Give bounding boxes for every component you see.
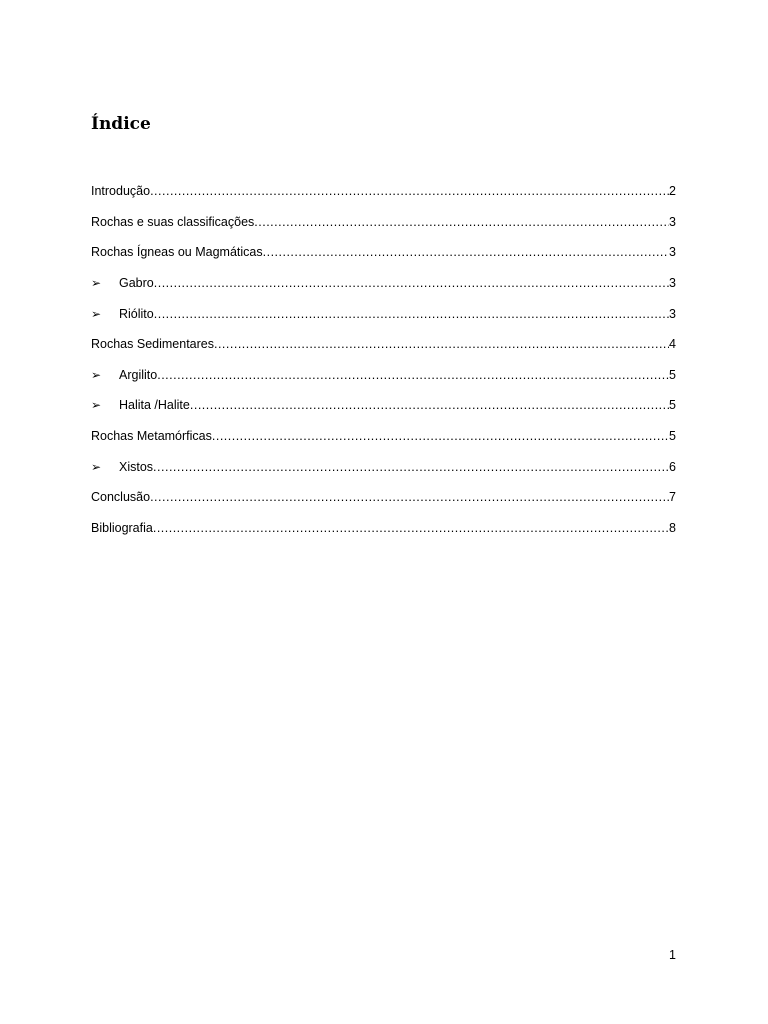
arrow-bullet-icon: ➢ <box>91 367 102 382</box>
toc-dot-leader <box>150 489 669 505</box>
toc-entry[interactable] <box>91 424 676 444</box>
toc-entry-page: 6 <box>669 459 676 474</box>
toc-dot-leader <box>263 244 669 260</box>
toc-dot-leader <box>154 306 669 322</box>
toc-entry-page: 3 <box>669 306 676 321</box>
toc-dot-leader <box>154 275 669 291</box>
toc-dot-leader <box>254 214 669 230</box>
toc-entry-page: 4 <box>669 337 676 352</box>
toc-entry-label: Rochas Metamórficas <box>91 429 212 443</box>
toc-entry-label: Conclusão <box>91 490 151 505</box>
arrow-bullet-icon: ➢ <box>91 306 102 321</box>
toc-dot-leader <box>157 367 669 383</box>
toc-entry-page: 7 <box>669 490 676 505</box>
toc-entry[interactable] <box>91 363 676 383</box>
toc-entry-label: Halita /Halite <box>119 398 190 413</box>
toc-entry-page: 3 <box>669 245 676 260</box>
toc-entry[interactable] <box>91 455 676 475</box>
toc-entry-page: 2 <box>669 184 676 198</box>
toc-entry-label: Gabro <box>119 275 154 290</box>
toc-entry-page: 5 <box>669 367 676 382</box>
toc-entry[interactable] <box>91 179 676 199</box>
toc-entry[interactable] <box>91 210 676 230</box>
toc-entry-label: Rochas Ígneas ou Magmáticas <box>91 245 263 260</box>
toc-entry-label: Argilito <box>119 367 158 382</box>
toc-entry-page: 3 <box>669 275 676 290</box>
toc-entry[interactable] <box>91 271 676 291</box>
toc-entry[interactable] <box>91 516 676 536</box>
page-title: Índice <box>91 114 151 134</box>
toc-entry[interactable] <box>91 485 676 505</box>
toc-entry-label: Bibliografia <box>91 520 153 535</box>
toc-entry[interactable] <box>91 240 676 260</box>
toc-entry-label: Rochas Sedimentares <box>91 337 214 352</box>
toc-entry-page: 3 <box>669 214 676 229</box>
table-of-contents <box>91 179 676 547</box>
toc-dot-leader <box>153 520 669 536</box>
toc-entry[interactable] <box>91 393 676 413</box>
toc-entry-label: Xistos <box>119 459 154 474</box>
toc-entry-page: 5 <box>669 429 676 443</box>
toc-entry-label: Introdução <box>91 184 151 198</box>
toc-entry[interactable] <box>91 332 676 352</box>
toc-dot-leader <box>190 397 669 413</box>
toc-dot-leader <box>150 183 669 199</box>
toc-dot-leader <box>153 459 669 475</box>
toc-entry-page: 5 <box>669 398 676 413</box>
arrow-bullet-icon: ➢ <box>91 398 102 413</box>
arrow-bullet-icon: ➢ <box>91 459 102 474</box>
toc-entry-page: 8 <box>669 520 676 535</box>
arrow-bullet-icon: ➢ <box>91 275 102 290</box>
toc-entry-label: Rochas e suas classificações <box>91 214 255 229</box>
toc-entry-label: Riólito <box>119 306 154 321</box>
page-number: 1 <box>669 948 676 962</box>
toc-dot-leader <box>212 428 669 444</box>
toc-dot-leader <box>214 336 669 352</box>
toc-entry[interactable] <box>91 302 676 322</box>
